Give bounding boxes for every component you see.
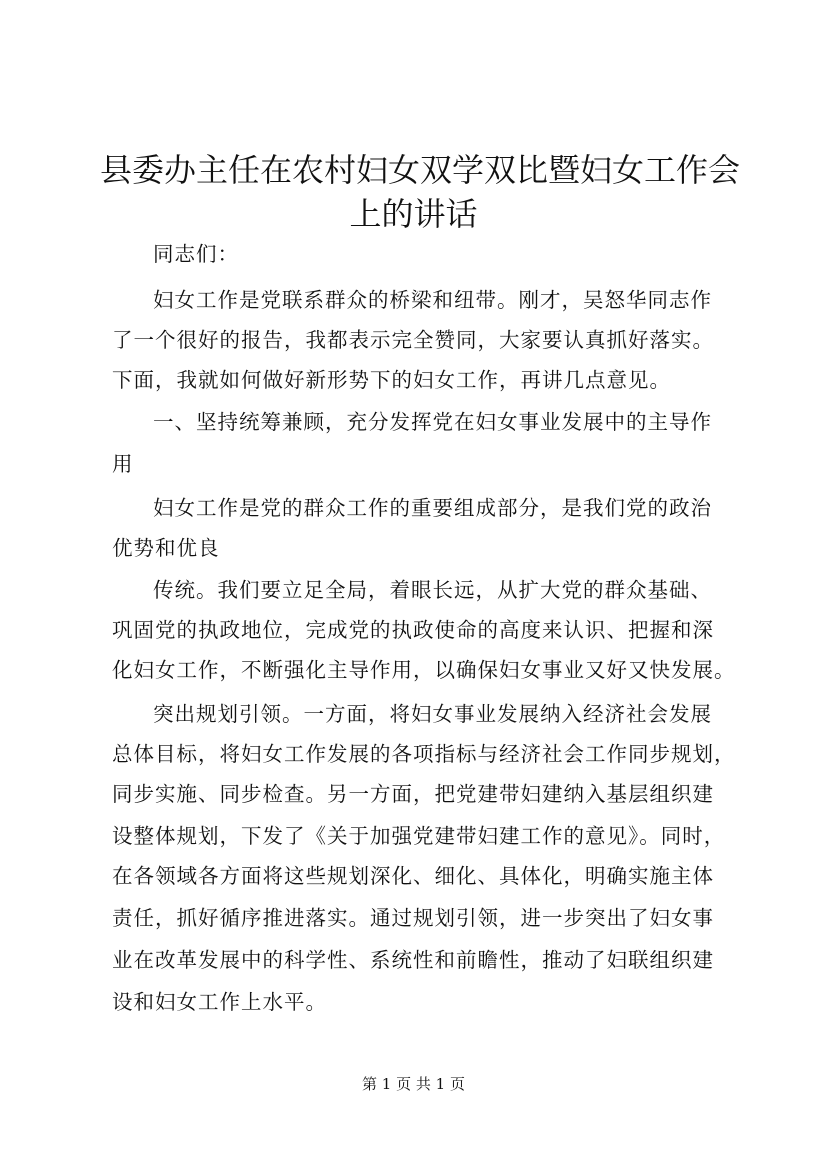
text-line: 优势和优良 xyxy=(112,536,220,560)
text-line: 妇女工作是党联系群众的桥梁和纽带。刚才，吴怒华同志作 xyxy=(153,288,712,312)
text-line: 业在改革发展中的科学性、系统性和前瞻性，推动了妇联组织建 xyxy=(112,948,714,972)
text-line: 传统。我们要立足全局，着眼长远，从扩大党的群众基础、 xyxy=(153,578,712,602)
document-title-line-1: 县委办主任在农村妇女双学双比暨妇女工作会 xyxy=(100,151,741,189)
text-line: 设整体规划，下发了《关于加强党建带妇建工作的意见》。同时， xyxy=(112,824,726,848)
text-line: 巩固党的执政地位，完成党的执政使命的高度来认识、把握和深 xyxy=(112,618,714,642)
text-line: 突出规划引领。一方面，将妇女事业发展纳入经济社会发展 xyxy=(153,702,712,726)
page-footer: 第 1 页 共 1 页 xyxy=(362,1075,465,1093)
text-line: 用 xyxy=(112,452,134,476)
text-line: 设和妇女工作上水平。 xyxy=(112,990,327,1014)
document-title-line-2: 上的讲话 xyxy=(349,195,478,233)
text-line: 化妇女工作，不断强化主导作用，以确保妇女事业又好又快发展。 xyxy=(112,658,736,682)
text-line: 同志们： xyxy=(153,242,239,266)
text-line: 同步实施、同步检查。另一方面，把党建带妇建纳入基层组织建 xyxy=(112,782,714,806)
text-line: 在各领域各方面将这些规划深化、细化、具体化，明确实施主体 xyxy=(112,864,714,888)
text-line: 下面，我就如何做好新形势下的妇女工作，再讲几点意见。 xyxy=(112,368,671,392)
text-line: 一、坚持统筹兼顾，充分发挥党在妇女事业发展中的主导作 xyxy=(153,410,712,434)
text-line: 责任，抓好循序推进落实。通过规划引领，进一步突出了妇女事 xyxy=(112,906,714,930)
text-line: 妇女工作是党的群众工作的重要组成部分，是我们党的政治 xyxy=(153,496,712,520)
text-line: 总体目标，将妇女工作发展的各项指标与经济社会工作同步规划， xyxy=(112,742,736,766)
text-line: 了一个很好的报告，我都表示完全赞同，大家要认真抓好落实。 xyxy=(112,328,714,352)
